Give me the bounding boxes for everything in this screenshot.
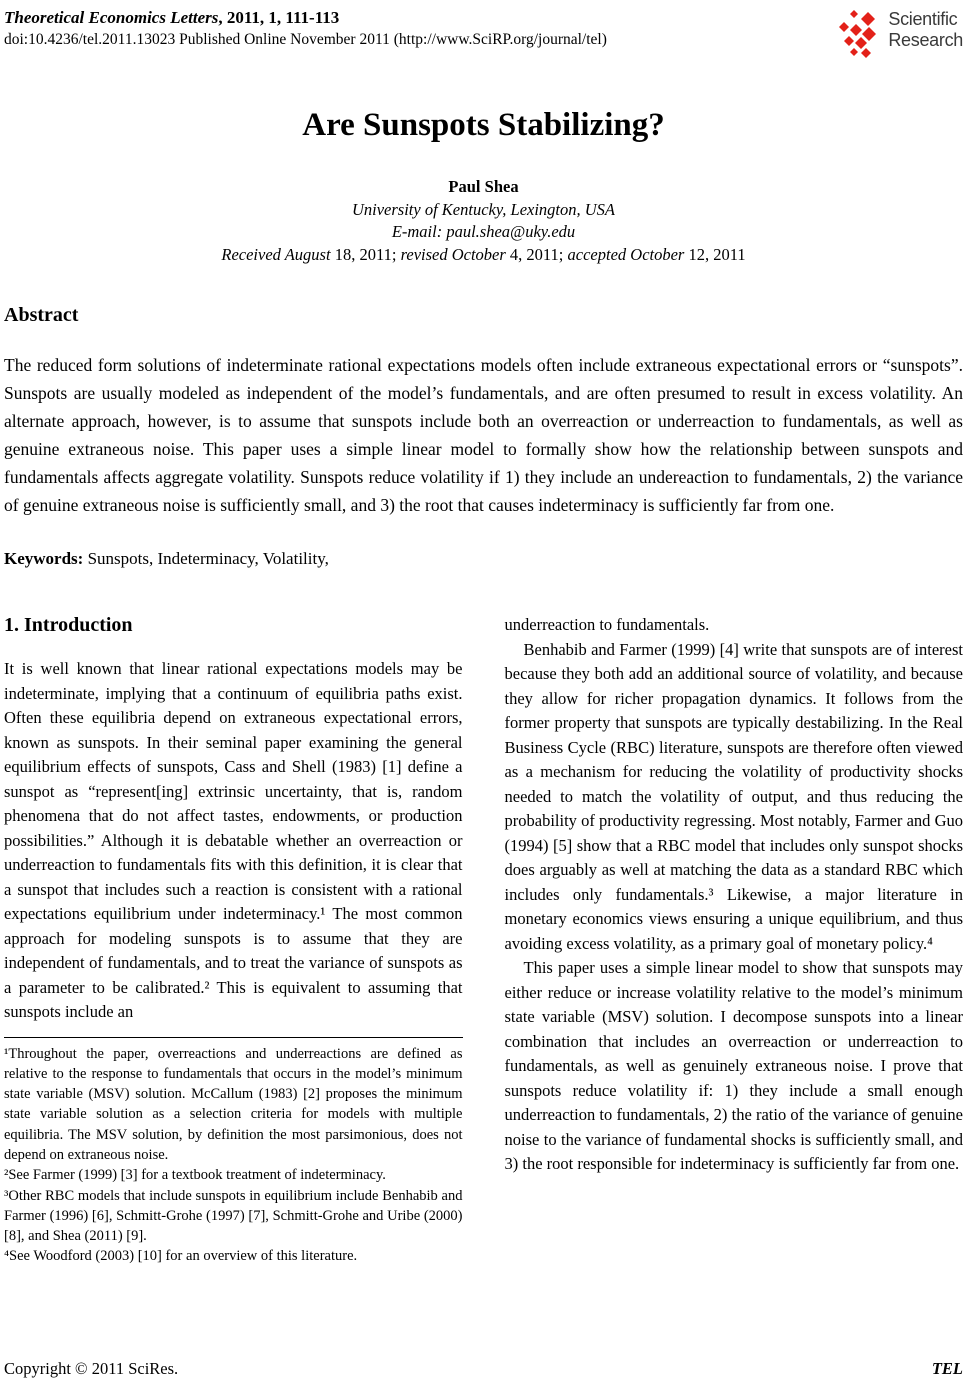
author-name: Paul Shea [448, 177, 519, 196]
footnote-3: ³Other RBC models that include sunspots in equilibrium include Benhabib and Farmer (1996) [6], Schmitt-Grohe (1997) [7], Schmitt-Grohe and Uribe (2000) [8], and Shea (2011) [9]. [4, 1187, 463, 1245]
intro-paragraph-1-continuation: underreaction to fundamentals. [504, 615, 710, 634]
journal-name: Theoretical Economics Letters [4, 8, 219, 27]
footnotes-block [4, 1037, 463, 1267]
received-dates [4, 244, 963, 267]
intro-paragraph-3: This paper uses a simple linear model to show that sunspots may either reduce or increase volatility relative to the model’s minimum state variable (MSV) solution. I decompose sunspots into a linear combination that includes an overreaction or underreaction to fundamentals, as well as genuinely extraneous noise. I prove that sunspots reduce volatility if: 1) they include a small enough underreaction to fundamentals, 2) the ratio of the variance of genuine noise to the variance of fundamental shocks is sufficiently small, and 3) the root responsible for indeterminacy is sufficiently far from one. [504, 958, 963, 1173]
revised-date: 4, 2011; [505, 244, 568, 264]
introduction-heading: 1. Introduction [4, 614, 133, 636]
footnote-4: ⁴See Woodford (2003) [10] for an overview of this literature. [4, 1248, 358, 1265]
keywords-line [4, 549, 963, 569]
right-column [505, 613, 964, 1267]
paper-title: Are Sunspots Stabilizing? [302, 107, 665, 143]
accepted-label: accepted October [567, 244, 685, 264]
page-footer [4, 1359, 963, 1379]
journal-citation [4, 7, 607, 29]
author-block [4, 176, 963, 266]
abstract-heading: Abstract [4, 304, 79, 326]
journal-issue-info: , 2011, 1, 111-113 [218, 8, 340, 27]
journal-abbreviation: TEL [931, 1359, 963, 1378]
journal-citation-block [4, 7, 607, 50]
abstract-text: The reduced form solutions of indeterminate rational expectations models often include extraneous expectational errors or “sunspots”. Sunspots are usually modeled as independent of the model’s fundamentals, and are often presumed to result in excess volatility. An alternate approach, however, is to assume that sunspots include both an overreaction or underreaction to fundamentals, as well as genuine extraneous noise. This paper uses a simple linear model to formally show how the relationship between sunspots and fundamentals affects aggregate volatility. Sunspots reduce volatility if 1) they include an undereaction to fundamentals, 2) the variance of genuine extraneous noise is sufficiently small, and 3) the root that causes indeterminacy is sufficiently far from one. [4, 355, 963, 515]
doi-line: doi:10.4236/tel.2011.13023 Published Online November 2011 (http://www.SciRP.org/journal/tel) [4, 31, 607, 48]
journal-header [4, 7, 963, 60]
publisher-name-line2: Research [888, 30, 963, 50]
two-column-body [4, 613, 963, 1267]
intro-paragraph-1: It is well known that linear rational expectations models may be indeterminate, implying that a continuum of equilibria paths exist. Often these equilibria depend on extraneous expectational errors, known as sunspots. In their seminal paper examining the general equilibrium effects of sunspots, Cass and Shell (1983) [1] define a sunspot as “represent[ing] extrinsic uncertainty, that is, random phenomena that do not affect tastes, endowments, or production possibilities.” Although it is debatable whether an overreaction or underreaction to fundamentals fits with this definition, it is clear that a sunspot that includes such a reaction is consistent with a rational expectations equilibrium under indeterminacy.¹ The most common approach for modeling sunspots is to assume that they are independent of fundamentals, and to treat the variance of sunspots as a parameter to be calibrated.² This is equivalent to assuming that sunspots include an [4, 659, 463, 1021]
revised-label: revised October [400, 244, 506, 264]
keywords-label: Keywords: [4, 549, 84, 568]
received-date: 18, 2011; [330, 244, 401, 264]
keywords-list: Sunspots, Indeterminacy, Volatility, [83, 549, 329, 568]
scirp-diamonds-icon [836, 9, 882, 60]
author-email: E-mail: paul.shea@uky.edu [391, 222, 576, 241]
left-column [4, 613, 463, 1267]
footnote-2: ²See Farmer (1999) [3] for a textbook treatment of indeterminacy. [4, 1167, 386, 1184]
received-label: Received August [221, 244, 331, 264]
footnote-1: ¹Throughout the paper, overreactions and underreactions are defined as relative to the response to fundamentals that occurs in the model’s minimum state variable (MSV) solution. McCallum (1983) [2] proposes the minimum state variable solution as a selection criteria for models with multiple equilibria. The MSV solution, by definition the most parsimonious, does not depend on extraneous noise. [4, 1045, 463, 1163]
intro-paragraph-2: Benhabib and Farmer (1999) [4] write that sunspots are of interest because they both add an additional source of volatility, and because they allow for richer propagation dynamics. It follows from the former property that sunspots are typically destabilizing. In the Real Business Cycle (RBC) literature, sunspots are therefore often viewed as a mechanism for reducing the volatility of productivity shocks needed to match the volatility of output, and thus reducing the probability of productivity regressing. Most notably, Farmer and Guo (1994) [5] show that a RBC model that includes only sunspot shocks does arguably as well at matching the data as a standard RBC which includes only fundamentals.³ Likewise, a major literature in monetary economics views ensuring a unique equilibrium, and thus avoiding excess volatility, as a primary goal of monetary policy.⁴ [504, 639, 963, 953]
publisher-logo [836, 9, 963, 60]
publisher-name [888, 9, 963, 51]
accepted-date: 12, 2011 [684, 244, 746, 264]
publisher-name-line1: Scientific [888, 9, 958, 29]
copyright-notice: Copyright © 2011 SciRes. [4, 1359, 179, 1378]
author-affiliation: University of Kentucky, Lexington, USA [351, 199, 616, 219]
